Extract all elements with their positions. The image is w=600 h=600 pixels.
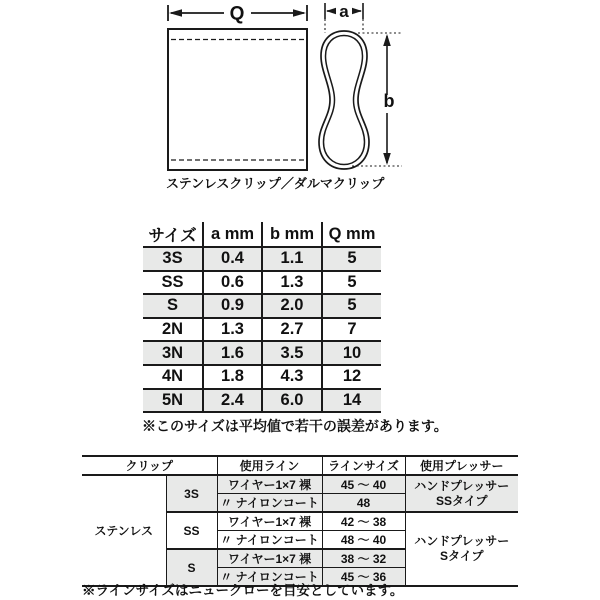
- spec-cell: 14: [322, 389, 381, 413]
- spec-cell: 0.4: [203, 247, 262, 271]
- diagram-caption: ステンレスクリップ／ダルマクリップ: [166, 176, 385, 191]
- usage-header-row: [82, 456, 518, 475]
- usage-row: [82, 475, 518, 494]
- dim-label-a: a: [339, 2, 349, 21]
- spec-table: [143, 222, 381, 413]
- spec-cell: 3N: [143, 341, 203, 365]
- spec-cell: 4.3: [262, 365, 322, 389]
- usage-header-clip: クリップ: [82, 456, 217, 475]
- daruma-clip-shape: [319, 31, 369, 169]
- material-cell: ステンレス: [82, 475, 166, 586]
- line-cell: ワイヤー1×7 裸: [217, 475, 322, 494]
- line-size-cell: 38 ～ 32: [322, 549, 405, 568]
- spec-header-size: サイズ: [143, 222, 203, 247]
- dim-label-q: Q: [229, 3, 245, 25]
- spec-cell: 2.7: [262, 318, 322, 342]
- presser-type: SSタイプ: [436, 493, 488, 508]
- usage-header-line-size: ラインサイズ: [322, 456, 405, 475]
- spec-header-q: Q mm: [322, 222, 381, 247]
- line-cell: ワイヤー1×7 裸: [217, 512, 322, 531]
- size-cell-ss: SS: [166, 512, 217, 549]
- presser-name: ハンドプレッサー: [414, 478, 510, 493]
- spec-cell: 2.0: [262, 294, 322, 318]
- line-size-cell: 45 ～ 40: [322, 475, 405, 494]
- spec-cell: 7: [322, 318, 381, 342]
- spec-row-5n: [143, 389, 381, 413]
- spec-row-3n: [143, 341, 381, 365]
- spec-cell: 1.6: [203, 341, 262, 365]
- line-cell: ワイヤー1×7 裸: [217, 549, 322, 568]
- spec-cell: 5: [322, 247, 381, 271]
- dim-label-b: b: [383, 91, 395, 111]
- presser-type: Sタイプ: [440, 549, 484, 563]
- line-size-cell: 48: [322, 494, 405, 513]
- spec-row-ss: [143, 271, 381, 295]
- spec-cell: 5N: [143, 389, 203, 413]
- spec-cell: 1.3: [262, 271, 322, 295]
- presser-cell-s-type: [405, 512, 518, 586]
- spec-cell: 1.1: [262, 247, 322, 271]
- spec-cell: 3.5: [262, 341, 322, 365]
- spec-row-3s: [143, 247, 381, 271]
- line-cell: 〃 ナイロンコート: [217, 568, 322, 587]
- spec-cell: 2.4: [203, 389, 262, 413]
- spec-cell: 1.3: [203, 318, 262, 342]
- presser-name: ハンドプレッサー: [414, 534, 510, 548]
- spec-cell: 0.6: [203, 271, 262, 295]
- usage-header-line: 使用ライン: [217, 456, 322, 475]
- spec-cell: 2N: [143, 318, 203, 342]
- spec-cell: 12: [322, 365, 381, 389]
- size-cell-3s: 3S: [166, 475, 217, 512]
- line-size-cell: 48 ～ 40: [322, 531, 405, 550]
- usage-header-presser: 使用プレッサー: [405, 456, 518, 475]
- usage-table: [82, 455, 518, 587]
- spec-cell: 5: [322, 294, 381, 318]
- spec-header-row: [143, 222, 381, 247]
- spec-cell: 0.9: [203, 294, 262, 318]
- spec-cell: 6.0: [262, 389, 322, 413]
- spec-cell: SS: [143, 271, 203, 295]
- spec-header-b: b mm: [262, 222, 322, 247]
- spec-header-a: a mm: [203, 222, 262, 247]
- spec-cell: S: [143, 294, 203, 318]
- spec-cell: 3S: [143, 247, 203, 271]
- line-size-cell: 42 ～ 38: [322, 512, 405, 531]
- line-cell: 〃 ナイロンコート: [217, 531, 322, 550]
- spec-row-2n: [143, 318, 381, 342]
- spec-cell: 1.8: [203, 365, 262, 389]
- spec-row-s: [143, 294, 381, 318]
- spec-table-note: ※このサイズは平均値で若干の誤差があります。: [142, 418, 448, 434]
- line-cell: 〃 ナイロンコート: [217, 494, 322, 513]
- line-size-cell: 45 ～ 36: [322, 568, 405, 587]
- sleeve-rectangle: [168, 29, 307, 170]
- presser-cell-ss-type: [405, 475, 518, 512]
- spec-cell: 5: [322, 271, 381, 295]
- clip-dimension-diagram: [0, 0, 600, 200]
- spec-row-4n: [143, 365, 381, 389]
- spec-cell: 10: [322, 341, 381, 365]
- size-cell-s: S: [166, 549, 217, 586]
- usage-table-note: ※ラインサイズはニュークローを目安としています。: [82, 583, 404, 598]
- spec-cell: 4N: [143, 365, 203, 389]
